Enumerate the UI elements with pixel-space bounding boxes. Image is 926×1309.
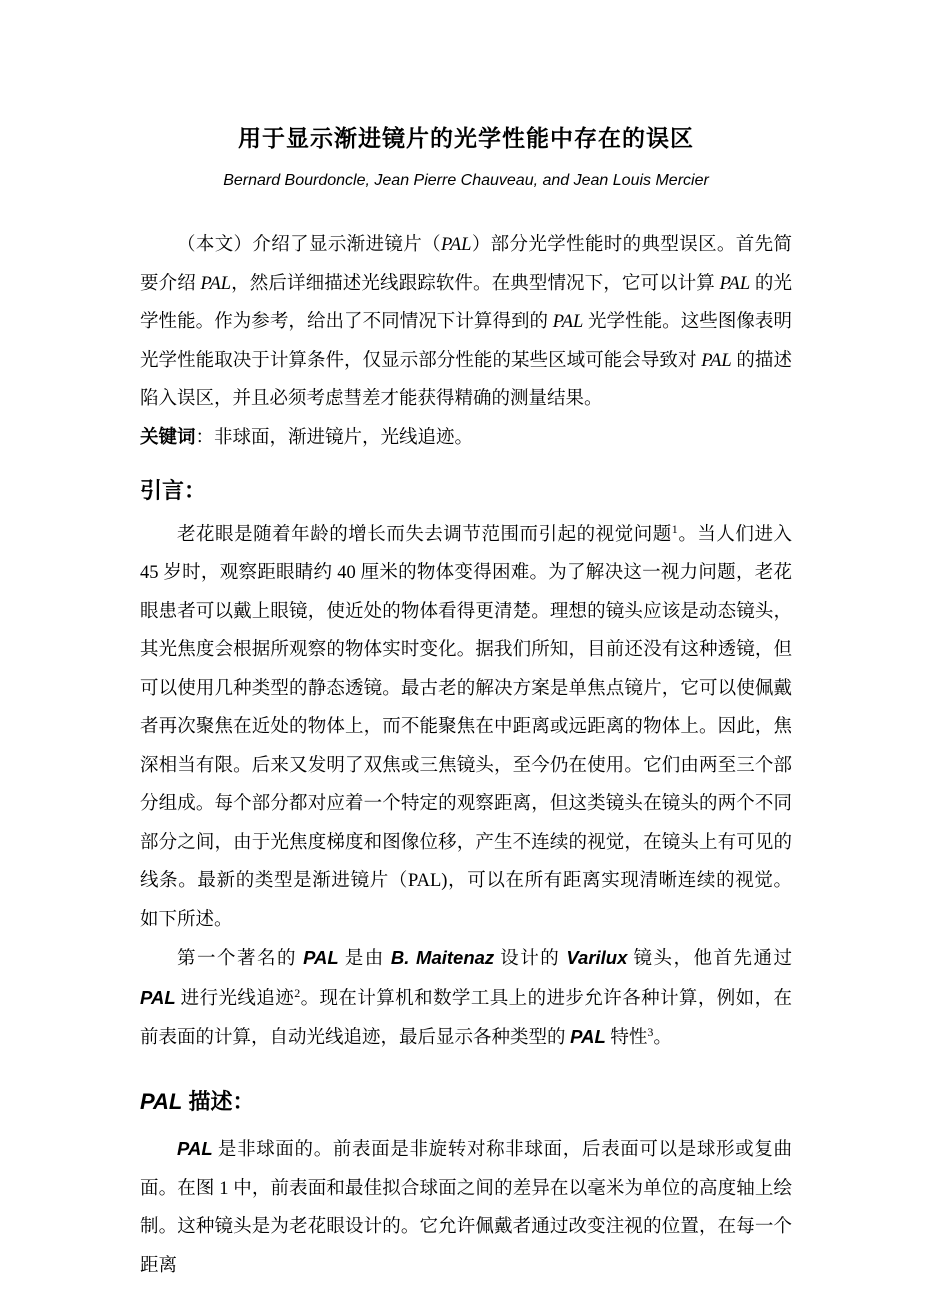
keywords-line (140, 419, 792, 458)
pal-term: PAL (303, 947, 339, 969)
keywords-label: 关键词 (140, 427, 196, 448)
keywords-text: ：非球面，渐进镜片，光线追迹。 (195, 427, 474, 448)
text-run: 镜头，他首先通过 (627, 949, 792, 970)
text-run: 是非球面的。前表面是非旋转对称非球面，后表面可以是球形或复曲面。在图 1 中，前表面和最佳拟合球面之间的差异在以毫米为单位的高度轴上绘制。这种镜头是为老花眼设计的。它允许佩戴者通过改变注视的位置，在每一个距离 (140, 1140, 792, 1276)
pal-term: PAL (552, 312, 584, 333)
text-run: 。 (653, 1028, 672, 1049)
text-run: 第一个著名的 (177, 949, 304, 970)
text-run: 老花眼是随着年龄的增长而失去调节范围而引起的视觉问题 (177, 524, 672, 545)
pal-section-heading (140, 1088, 792, 1117)
ref-superscript: 1 (671, 521, 678, 536)
pal-paragraph (140, 1130, 792, 1285)
pal-term: PAL (440, 235, 472, 256)
person-name: B. Maitenaz (390, 947, 495, 969)
ref-superscript: 3 (647, 1025, 654, 1040)
text-run: ）部分光学性能时的典型误区。首先简要介绍 (140, 235, 792, 294)
text-run: 是由 (338, 949, 391, 970)
intro-paragraph-2 (140, 939, 792, 1058)
text-run: 的描述陷入误区，并且必须考虑彗差才能获得精确的测量结果。 (140, 350, 792, 410)
text-run: （本文）介绍了显示渐进镜片（ (177, 235, 441, 256)
text-run: 设计的 (494, 949, 567, 970)
pal-term: PAL (140, 986, 176, 1008)
paper-title: 用于显示渐进镜片的光学性能中存在的误区 (238, 126, 694, 151)
intro-paragraph-1 (140, 516, 792, 940)
product-name: Varilux (566, 947, 628, 969)
text-run: 光学性能。这些图像表明光学性能取决于计算条件，仅显示部分性能的某些区域可能会导致对 (140, 312, 792, 371)
text-run: 。当人们进入 45 岁时，观察距眼睛约 40 厘米的物体变得困难。为了解决这一视力问题，老花眼患者可以戴上眼镜，使近处的物体看得更清楚。理想的镜头应该是动态镜头，其光焦度会根据所观察的物体实时变化。据我们所知，目前还没有这种透镜，但可以使用几种类型的静态透镜。最古老的解决方案是单焦点镜片，它可以使佩戴者再次聚焦在近处的物体上，而不能聚焦在中距离或远距离的物体上。因此，焦深相当有限。后来又发明了双焦或三焦镜头，至今仍在使用。它们由两至三个部分组成。每个部分都对应着一个特定的观察距离，但这类镜头在镜头的两个不同部分之间，由于光焦度梯度和图像位移，产生不连续的视觉，在镜头上有可见的线条。最新的类型是渐进镜片（PAL)，可以在所有距离实现清晰连续的视觉。 如下所述。 (140, 524, 792, 930)
text-run: 。现在计算机和数学工具上的进步允许各种计算，例如，在前表面的计算，自动光线追迹，最后显示各种类型的 (140, 988, 792, 1049)
pal-term: PAL (719, 273, 751, 294)
text-run: 进行光线追迹 (175, 988, 295, 1009)
pal-term: PAL (140, 1088, 183, 1114)
pal-term: PAL (200, 273, 232, 294)
paper-authors: Bernard Bourdoncle, Jean Pierre Chauveau, and Jean Louis Mercier (223, 172, 709, 190)
pal-term: PAL (177, 1138, 213, 1160)
pal-term: PAL (570, 1026, 606, 1048)
text-run: ，然后详细描述光线跟踪软件。在典型情况下，它可以计算 (231, 273, 720, 294)
text-run: 特性 (605, 1028, 648, 1049)
heading-text: 描述： (182, 1088, 255, 1114)
pal-term: PAL (701, 350, 732, 371)
ref-superscript: 2 (294, 985, 301, 1000)
text-run: 的光学性能。作为参考，给出了不同情况下计算得到的 (140, 273, 792, 333)
intro-heading: 引言： (140, 478, 207, 504)
abstract-paragraph (140, 226, 792, 419)
